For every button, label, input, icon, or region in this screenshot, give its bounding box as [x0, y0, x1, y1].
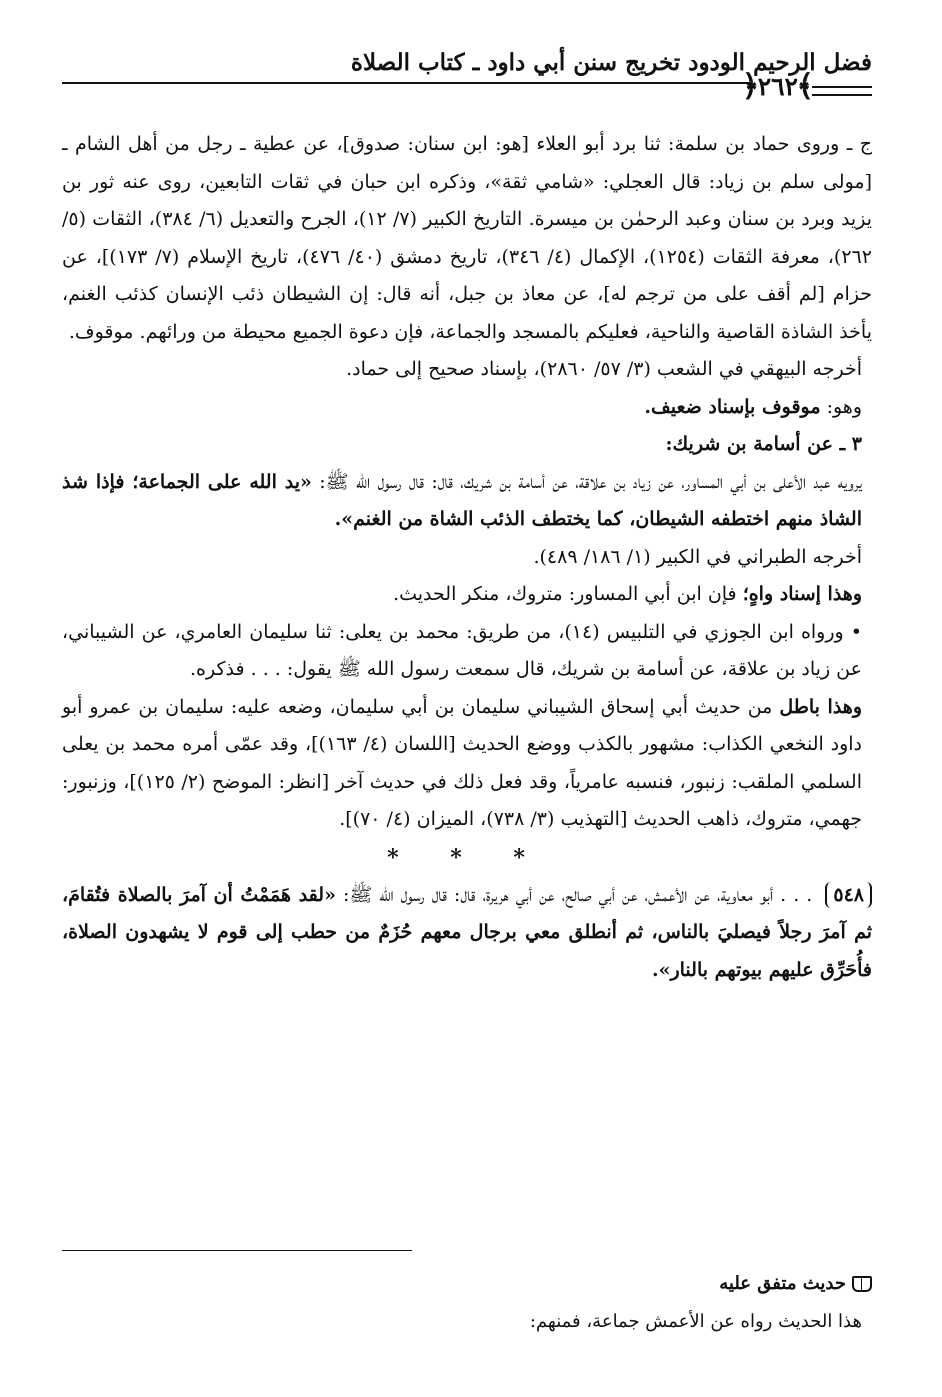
- footnote-heading: [62, 1265, 872, 1303]
- verdict-bold: موقوف بإسناد ضعيف.: [644, 395, 821, 418]
- paragraph-bayhaqi-text: أخرجه البيهقي في الشعب (٣/ ٥٧/ ٢٨٦٠)، بإسناد صحيح إلى حماد.: [346, 358, 862, 380]
- hadith-548-chain: . . . أبو معاوية، عن الأعمش، عن أبي صالح، عن أبي هريرة، قال: قال رسول الله ﷺ:: [335, 883, 820, 906]
- batil-bold: وهذا باطل: [779, 695, 863, 718]
- paragraph-batil: [62, 689, 872, 839]
- main-text: [62, 126, 872, 989]
- section-divider-stars: * * *: [387, 844, 547, 871]
- weak-chain-bold: وهذا إسناد واهٍ؛: [742, 583, 862, 605]
- paragraph-muadh: [62, 126, 872, 351]
- paragraph-ibn-jawzi-text: • ورواه ابن الجوزي في التلبيس (١٤)، من طريق: محمد بن يعلى: ثنا سليمان العامري، عن الشيباني، عن زياد بن علاقة، عن أسامة بن شريك، قال سمعت رسول الله ﷺ يقول: . . . فذكره.: [62, 620, 862, 680]
- page: [62, 40, 872, 1380]
- book-icon: [852, 1276, 872, 1292]
- page-number-rule: [812, 86, 872, 96]
- paragraph-muadh-text: ج ـ وروى حماد بن سلمة: ثنا برد أبو العلاء [هو: ابن سنان: صدوق]، عن عطية ـ رجل من أهل الشام ـ [مولى سلم بن زياد: قال العجلي: «شامي ثقة»، وذكره ابن حبان في ثقات التابعين، روى عنه ثور بن يزيد وبرد بن سنان وعبد الرحمٰن بن ميسرة. التاريخ الكبير (٧/ ١٢)، الجرح والتعديل (٦/ ٣٨٤)، الثقات (٥/ ٢٦٢)، معرفة الثقات (١٢٥٤)، الإكمال (٤/ ٣٤٦)، تاريخ دمشق (٤٠/ ٤٧٦)، تاريخ الإسلام (٧/ ١٧٣)]، عن حزام [لم أقف على من ترجم له]، عن معاذ بن جبل، أنه قال: إن الشيطان ذئب الإنسان كذئب الغنم، يأخذ الشاذة القاصية والناحية، فعليكم بالمسجد والجماعة، فإن دعوة الجميع محيطة من ورائهم. موقوف.: [62, 133, 873, 343]
- running-header-title: فضل الرحيم الودود تخريج سنن أبي داود ـ كتاب الصلاة: [350, 49, 872, 76]
- section-heading-usama-text: ٣ ـ عن أسامة بن شريك:: [665, 433, 862, 455]
- footnote-text: هذا الحديث رواه عن الأعمش جماعة، فمنهم:: [529, 1311, 862, 1332]
- paragraph-usama-text: يرويه عبد الأعلى بن أبي المساور، عن زياد بن علاقة، عن أسامة بن شريك، قال: قال رسول الله ﷺ:: [311, 470, 862, 493]
- page-number-badge: [741, 69, 814, 104]
- paragraph-weak-chain: [62, 576, 872, 614]
- paragraph-bayhaqi: [62, 351, 872, 389]
- paragraph-tabarani-text: أخرجه الطبراني في الكبير (١/ ١٨٦/ ٤٨٩).: [533, 545, 862, 568]
- footnote-rule: [62, 1250, 412, 1251]
- bracket-right-icon: ﴾: [796, 69, 814, 104]
- batil-text: من حديث أبي إسحاق الشيباني سليمان بن أبي سليمان، وضعه عليه: سليمان بن عمرو أبو داود النخعي الكذاب: مشهور بالكذب ووضع الحديث [اللسان (٤/ ١٦٣)]، وقد عمّى أمره محمد بن يعلى السلمي الملقب: زنبور، فنسبه عامرياً، وقد فعل ذلك في حديث آخر [انظر: الموضح (٢/ ١٢٥)]، وزنبور: جهمي، متروك، ذاهب الحديث [التهذيب (٣/ ٧٣٨)، الميزان (٤/ ٧٠)].: [62, 695, 862, 830]
- footnote-heading-text: حديث متفق عليه: [719, 1273, 846, 1294]
- page-number: ٢٦٢: [757, 72, 798, 101]
- footnote-area: [62, 1265, 872, 1341]
- section-heading-usama: [62, 426, 872, 464]
- paragraph-usama: [62, 464, 872, 539]
- bracket-left-icon: ﴿: [741, 69, 760, 104]
- paragraph-hadith-548: [62, 877, 872, 990]
- verdict-prefix: وهو:: [820, 395, 862, 418]
- paragraph-tabarani: [62, 539, 872, 577]
- weak-chain-text: فإن ابن أبي المساور: متروك، منكر الحديث.: [393, 583, 743, 605]
- header-rule: [62, 82, 752, 84]
- paragraph-verdict: [62, 389, 872, 427]
- hadith-text-usama: «يد الله على الجماعة؛ فإذا شذ الشاذ منهم اختطفه الشيطان، كما يختطف الذئب الشاة من الغنم».: [62, 470, 862, 530]
- hadith-number-badge: ٥٤٨: [825, 882, 872, 908]
- paragraph-ibn-jawzi: [62, 614, 872, 689]
- hadith-548-text: «لقد هَمَمْتُ أن آمرَ بالصلاة فتُقامَ، ثم آمرَ رجلاً فيصليَ بالناس، ثم أنطلق معي برجال معهم حُزَمٌ من حطب إلى قوم لا يشهدون الصلاة، فأُحَرِّق عليهم بيوتهم بالنار».: [62, 883, 872, 981]
